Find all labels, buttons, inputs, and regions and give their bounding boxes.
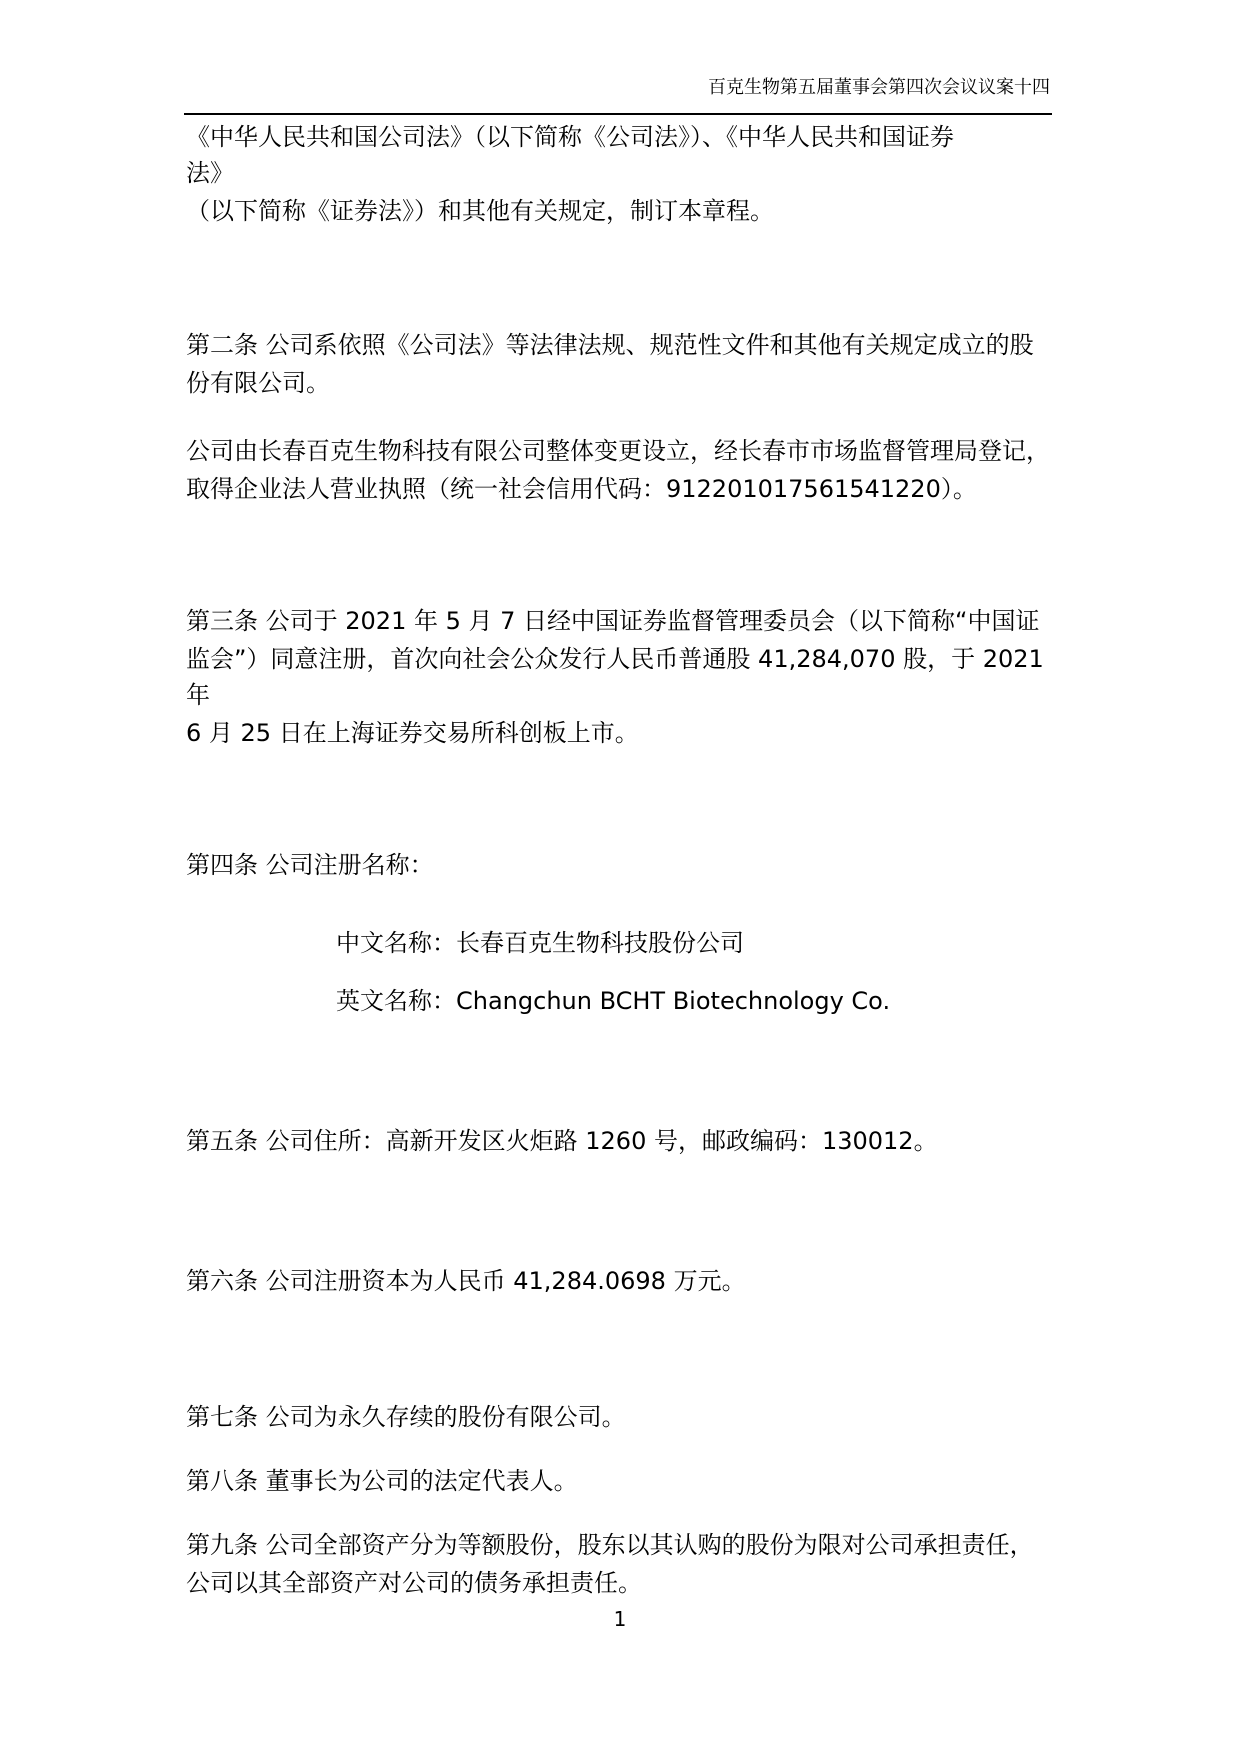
article-4-line-1: 第四条 公司注册名称： [186, 851, 434, 879]
page-header-title: 百克生物第五届董事会第四次会议议案十四 [708, 77, 1050, 98]
intro-line-1: 《中华人民共和国公司法》（以下简称《公司法》）、《中华人民共和国证券 [186, 123, 954, 151]
article-5-line-1: 第五条 公司住所：高新开发区火炬路 1260 号，邮政编码：130012。 [186, 1127, 938, 1155]
article-9-line-2: 公司以其全部资产对公司的债务承担责任。 [186, 1569, 642, 1597]
article-2-para-2-line-2: 取得企业法人营业执照（统一社会信用代码：912201017561541220）。 [186, 475, 977, 503]
article-3-line-4: 6 月 25 日在上海证券交易所科创板上市。 [186, 719, 639, 747]
article-6-line-1: 第六条 公司注册资本为人民币 41,284.0698 万元。 [186, 1267, 746, 1295]
article-8-line-1: 第八条 董事长为公司的法定代表人。 [186, 1467, 578, 1495]
intro-line-2: 法》 [186, 159, 234, 187]
english-company-name: 英文名称：Changchun BCHT Biotechnology Co. [336, 987, 891, 1015]
article-2-line-1: 第二条 公司系依照《公司法》等法律法规、规范性文件和其他有关规定成立的股 [186, 331, 1034, 359]
intro-line-3: （以下简称《证券法》）和其他有关规定，制订本章程。 [186, 197, 774, 225]
article-2-para-2-line-1: 公司由长春百克生物科技有限公司整体变更设立，经长春市市场监督管理局登记， [186, 437, 1050, 465]
article-3-line-2: 监会”）同意注册，首次向社会公众发行人民币普通股 41,284,070 股，于 2021 [186, 645, 1044, 673]
article-3-line-1: 第三条 公司于 2021 年 5 月 7 日经中国证券监督管理委员会（以下简称“中国证 [186, 607, 1040, 635]
header-divider [184, 113, 1052, 115]
chinese-company-name: 中文名称：长春百克生物科技股份公司 [336, 929, 744, 957]
article-3-line-3: 年 [186, 681, 210, 709]
article-9-line-1: 第九条 公司全部资产分为等额股份，股东以其认购的股份为限对公司承担责任， [186, 1531, 1034, 1559]
page-number: 1 [613, 1607, 627, 1631]
article-2-line-2: 份有限公司。 [186, 369, 330, 397]
article-7-line-1: 第七条 公司为永久存续的股份有限公司。 [186, 1403, 626, 1431]
